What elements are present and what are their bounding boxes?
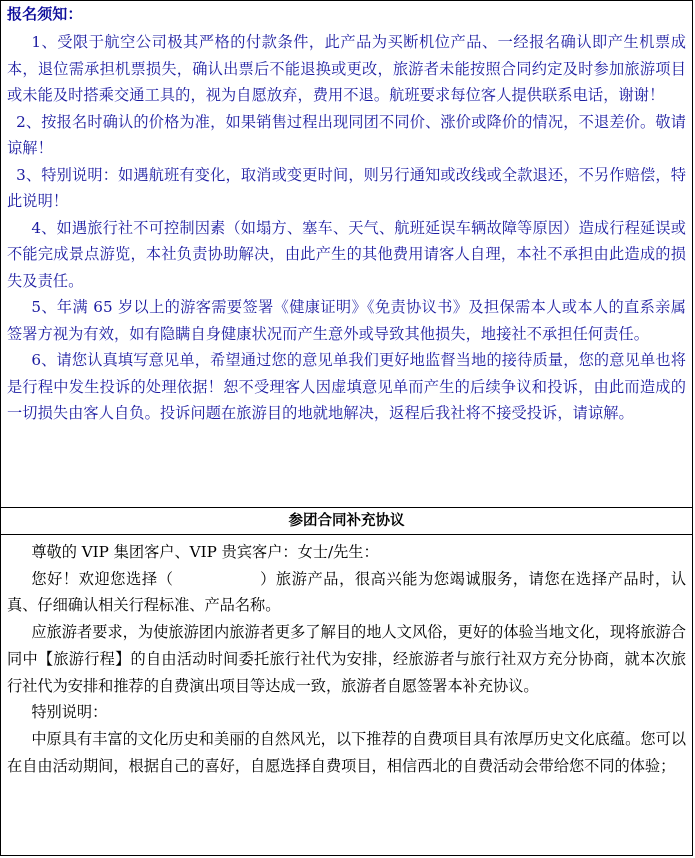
notice-item-3: 3、特别说明：如遇航班有变化，取消或变更时间，则另行通知或改线或全款退还，不另作赔偿，特此说明！ — [7, 165, 686, 210]
supplement-paragraph-1-start: 您好！欢迎您选择（ — [31, 569, 174, 588]
supplement-paragraph-3: 中原具有丰富的文化历史和美丽的自然风光，以下推荐的自费项目具有浓厚历史文化底蕴。您可以在自由活动期间，根据自己的喜好，自愿选择自费项目，相信西北的自费活动会带给您不同的体验； — [7, 729, 686, 775]
notice-item-1: 1、受限于航空公司极其严格的付款条件，此产品为买断机位产品、一经报名确认即产生机票成本，退位需承担机票损失，确认出票后不能退换或更改，旅游者未能按照合同约定及时参加旅游项目或未能及时搭乘交通工具的，视为自愿放弃，费用不退。航班要求每位客人提供联系电话，谢谢！ — [7, 33, 686, 104]
supplement-paragraph-2: 应旅游者要求，为使旅游团内旅游者更多了解目的地人文风俗，更好的体验当地文化，现将旅游合同中【旅游行程】的自由活动时间委托旅行社代为安排，经旅游者与旅行社双方充分协商，就本次旅行社代为安排和推荐的自费演出项目等达成一致，旅游者自愿签署本补充协议。 — [7, 623, 686, 695]
supplement-greeting: 尊敬的 VIP 集团客户、VIP 贵宾客户：女士/先生： — [31, 543, 379, 561]
supplement-paragraph-1 — [7, 566, 686, 619]
notice-item-4: 4、如遇旅行社不可控制因素（如塌方、塞车、天气、航班延误车辆故障等原因）造成行程延误或不能完成景点游览，本社负责协助解决，由此产生的其他费用请客人自理，本社不承担由此造成的损失及责任。 — [7, 218, 686, 290]
special-notes-label: 特别说明： — [31, 703, 108, 722]
notice-item-5: 5、年满 65 岁以上的游客需要签署《健康证明》《免责协议书》及担保需本人或本人的直系亲属签署方视为有效，如有隐瞒自身健康状况而产生意外或导致其他损失，地接社不承担任何责任。 — [7, 298, 686, 343]
notice-item-6: 6、请您认真填写意见单，希望通过您的意见单我们更好地监督当地的接待质量，您的意见单也将是行程中发生投诉的处理依据！恕不受理客人因虚填意见单而产生的后续争议和投诉，由此而造成的一切损失由客人自负。投诉问题在旅游目的地就地解决，返程后我社将不接受投诉，请谅解。 — [7, 351, 686, 422]
supplement-paragraph-1-end: ）旅游产品，很高兴能为您竭诚服务，请您在选择产品时，认真、仔细确认相关行程标准、产品名称。 — [7, 569, 686, 615]
notice-title: 报名须知： — [7, 5, 83, 23]
supplement-section — [1, 536, 692, 779]
notice-item-2: 2、按报名时确认的价格为准，如果销售过程出现同团不同价、涨价或降价的情况，不退差价。敬请谅解！ — [7, 112, 686, 157]
supplement-title: 参团合同补充协议 — [1, 508, 692, 535]
registration-notice-section — [1, 1, 692, 508]
